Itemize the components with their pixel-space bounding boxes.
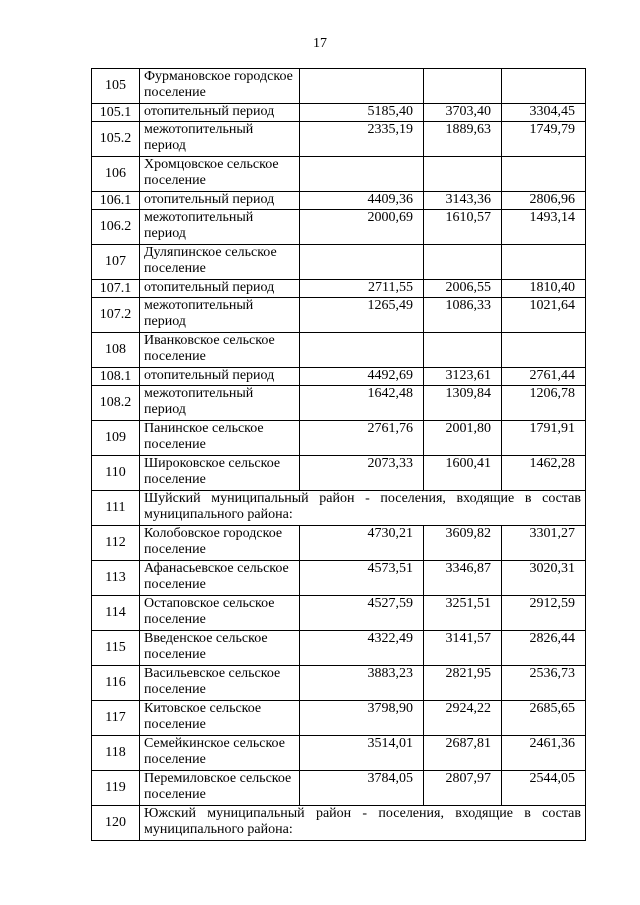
tariff-value-3 [502, 245, 586, 280]
tariff-value-1: 2335,19 [300, 122, 424, 157]
row-number: 107 [92, 245, 140, 280]
tariff-value-2 [424, 333, 502, 368]
table-row [92, 333, 586, 368]
tariff-value-2: 3123,61 [424, 368, 502, 386]
tariff-value-2: 3251,51 [424, 596, 502, 631]
tariff-value-1: 2073,33 [300, 456, 424, 491]
tariff-value-2: 2821,95 [424, 666, 502, 701]
tariff-value-2: 2807,97 [424, 771, 502, 806]
tariff-value-1: 4322,49 [300, 631, 424, 666]
tariff-value-3: 1791,91 [502, 421, 586, 456]
tariff-value-2: 1889,63 [424, 122, 502, 157]
tariff-value-1: 4527,59 [300, 596, 424, 631]
settlement-name: отопительный период [140, 192, 300, 210]
settlement-name: Панинское сельское поселение [140, 421, 300, 456]
table-row [92, 666, 586, 701]
tariff-value-3: 2461,36 [502, 736, 586, 771]
table-row [92, 526, 586, 561]
table-row [92, 298, 586, 333]
table-row [92, 192, 586, 210]
settlement-name: межотопительный период [140, 122, 300, 157]
settlement-name: Афанасьевское сельское поселение [140, 561, 300, 596]
tariff-value-3: 3020,31 [502, 561, 586, 596]
row-number: 108 [92, 333, 140, 368]
tariff-value-1: 4730,21 [300, 526, 424, 561]
tariff-value-1 [300, 245, 424, 280]
row-number: 108.1 [92, 368, 140, 386]
table-row [92, 596, 586, 631]
tariff-value-1: 2711,55 [300, 280, 424, 298]
row-number: 106 [92, 157, 140, 192]
tariff-value-2: 1600,41 [424, 456, 502, 491]
settlement-name: Введенское сельское поселение [140, 631, 300, 666]
tariff-value-2: 3346,87 [424, 561, 502, 596]
row-number: 112 [92, 526, 140, 561]
settlement-name: межотопительный период [140, 386, 300, 421]
row-number: 109 [92, 421, 140, 456]
settlement-name: Дуляпинское сельское поселение [140, 245, 300, 280]
table-row [92, 701, 586, 736]
settlement-name: Хромцовское сельское поселение [140, 157, 300, 192]
tariff-value-3 [502, 69, 586, 104]
tariff-value-1: 3784,05 [300, 771, 424, 806]
row-number: 105.2 [92, 122, 140, 157]
table-row [92, 245, 586, 280]
settlement-name: Колобовское городское поселение [140, 526, 300, 561]
row-number: 111 [92, 491, 140, 526]
table-row [92, 561, 586, 596]
tariff-value-3: 3301,27 [502, 526, 586, 561]
row-number: 113 [92, 561, 140, 596]
table-row [92, 157, 586, 192]
settlement-name: Васильевское сельское поселение [140, 666, 300, 701]
tariff-value-3: 2536,73 [502, 666, 586, 701]
district-heading: Шуйский муниципальный район - поселения, входящие в состав муниципального района: [140, 491, 586, 526]
tariff-table [91, 68, 586, 841]
tariff-value-2: 2006,55 [424, 280, 502, 298]
row-number: 115 [92, 631, 140, 666]
row-number: 116 [92, 666, 140, 701]
settlement-name: Перемиловское сельское поселение [140, 771, 300, 806]
tariff-value-3: 3304,45 [502, 104, 586, 122]
tariff-value-3: 1810,40 [502, 280, 586, 298]
row-number: 107.1 [92, 280, 140, 298]
tariff-value-1: 2000,69 [300, 210, 424, 245]
tariff-value-1: 5185,40 [300, 104, 424, 122]
row-number: 120 [92, 806, 140, 841]
page-number: 17 [313, 36, 327, 51]
tariff-value-1 [300, 69, 424, 104]
tariff-table-body [92, 69, 586, 841]
table-row [92, 280, 586, 298]
tariff-value-1: 1642,48 [300, 386, 424, 421]
tariff-value-2: 1086,33 [424, 298, 502, 333]
tariff-value-1 [300, 157, 424, 192]
table-row [92, 368, 586, 386]
tariff-value-3: 1206,78 [502, 386, 586, 421]
tariff-value-2: 3143,36 [424, 192, 502, 210]
settlement-name: межотопительный период [140, 298, 300, 333]
district-heading: Южский муниципальный район - поселения, входящие в состав муниципального района: [140, 806, 586, 841]
settlement-name: Фурмановское городское поселение [140, 69, 300, 104]
settlement-name: Семейкинское сельское поселение [140, 736, 300, 771]
tariff-value-3: 1493,14 [502, 210, 586, 245]
tariff-value-3: 2826,44 [502, 631, 586, 666]
row-number: 119 [92, 771, 140, 806]
tariff-value-2 [424, 69, 502, 104]
tariff-value-3 [502, 333, 586, 368]
tariff-value-3: 2761,44 [502, 368, 586, 386]
settlement-name: межотопительный период [140, 210, 300, 245]
row-number: 105.1 [92, 104, 140, 122]
tariff-value-3: 2544,05 [502, 771, 586, 806]
table-row [92, 122, 586, 157]
tariff-value-3: 1462,28 [502, 456, 586, 491]
tariff-value-2: 1610,57 [424, 210, 502, 245]
table-row [92, 736, 586, 771]
table-row [92, 631, 586, 666]
tariff-value-2: 3609,82 [424, 526, 502, 561]
row-number: 107.2 [92, 298, 140, 333]
row-number: 117 [92, 701, 140, 736]
table-row [92, 806, 586, 841]
tariff-value-2 [424, 245, 502, 280]
tariff-value-2: 2001,80 [424, 421, 502, 456]
tariff-value-2 [424, 157, 502, 192]
row-number: 114 [92, 596, 140, 631]
tariff-value-3: 2685,65 [502, 701, 586, 736]
tariff-value-3: 2806,96 [502, 192, 586, 210]
settlement-name: Иванковское сельское поселение [140, 333, 300, 368]
table-row [92, 69, 586, 104]
settlement-name: отопительный период [140, 368, 300, 386]
tariff-value-1: 3514,01 [300, 736, 424, 771]
tariff-value-1: 4409,36 [300, 192, 424, 210]
tariff-value-3 [502, 157, 586, 192]
tariff-value-2: 2924,22 [424, 701, 502, 736]
tariff-value-3: 1749,79 [502, 122, 586, 157]
tariff-value-1: 4492,69 [300, 368, 424, 386]
tariff-value-1: 1265,49 [300, 298, 424, 333]
row-number: 106.2 [92, 210, 140, 245]
tariff-value-3: 2912,59 [502, 596, 586, 631]
tariff-value-3: 1021,64 [502, 298, 586, 333]
settlement-name: Остаповское сельское поселение [140, 596, 300, 631]
settlement-name: отопительный период [140, 104, 300, 122]
table-row [92, 771, 586, 806]
tariff-value-1: 4573,51 [300, 561, 424, 596]
tariff-value-1: 2761,76 [300, 421, 424, 456]
settlement-name: Широковское сельское поселение [140, 456, 300, 491]
table-row [92, 491, 586, 526]
tariff-value-2: 3141,57 [424, 631, 502, 666]
row-number: 108.2 [92, 386, 140, 421]
row-number: 110 [92, 456, 140, 491]
tariff-value-2: 2687,81 [424, 736, 502, 771]
table-row [92, 210, 586, 245]
table-row [92, 386, 586, 421]
tariff-value-2: 3703,40 [424, 104, 502, 122]
tariff-value-1 [300, 333, 424, 368]
tariff-value-1: 3883,23 [300, 666, 424, 701]
table-row [92, 421, 586, 456]
settlement-name: отопительный период [140, 280, 300, 298]
settlement-name: Китовское сельское поселение [140, 701, 300, 736]
row-number: 106.1 [92, 192, 140, 210]
table-row [92, 104, 586, 122]
tariff-value-1: 3798,90 [300, 701, 424, 736]
table-row [92, 456, 586, 491]
tariff-value-2: 1309,84 [424, 386, 502, 421]
row-number: 118 [92, 736, 140, 771]
row-number: 105 [92, 69, 140, 104]
